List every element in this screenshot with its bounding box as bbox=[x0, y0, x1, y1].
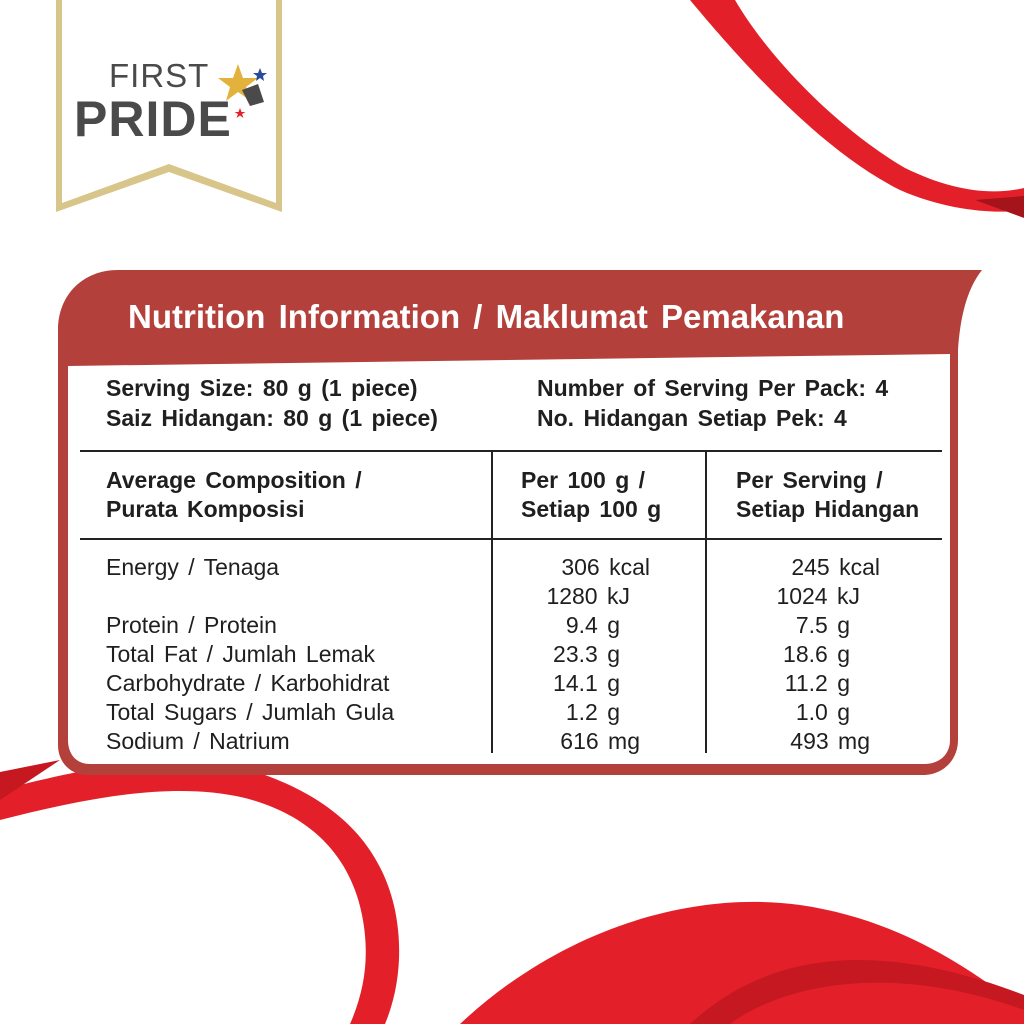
header-per100-line2: Setiap 100 g bbox=[521, 496, 662, 522]
row-label: Total Sugars / Jumlah Gula bbox=[106, 699, 395, 725]
serving-size-my: Saiz Hidangan: 80 g (1 piece) bbox=[106, 405, 438, 431]
row-per100: 616 mg bbox=[560, 728, 640, 754]
row-per100: 1280 kJ bbox=[546, 583, 630, 609]
table-top-rule bbox=[80, 450, 942, 452]
row-perserving: 493 mg bbox=[790, 728, 870, 754]
row-label: Total Fat / Jumlah Lemak bbox=[106, 641, 375, 667]
serving-count-en: Number of Serving Per Pack: 4 bbox=[537, 375, 889, 401]
serving-size-en: Serving Size: 80 g (1 piece) bbox=[106, 375, 418, 401]
serving-count-my: No. Hidangan Setiap Pek: 4 bbox=[537, 405, 847, 431]
header-composition-line2: Purata Komposisi bbox=[106, 496, 305, 522]
row-per100: 9.4 g bbox=[565, 612, 620, 638]
row-label: Sodium / Natrium bbox=[106, 728, 290, 754]
row-per100: 1.2 g bbox=[565, 699, 620, 725]
row-perserving: 18.6 g bbox=[783, 641, 850, 667]
row-perserving: 7.5 g bbox=[795, 612, 850, 638]
row-per100: 23.3 g bbox=[553, 641, 620, 667]
header-perserving-line2: Setiap Hidangan bbox=[736, 496, 920, 522]
row-label: Protein / Protein bbox=[106, 612, 277, 638]
row-perserving: 11.2 g bbox=[784, 670, 850, 696]
column-divider-2 bbox=[705, 451, 707, 753]
page-title: Nutrition Information / Maklumat Pemakanan bbox=[128, 298, 845, 335]
header-composition-line1: Average Composition / bbox=[106, 467, 362, 493]
header-per100-line1: Per 100 g / bbox=[521, 467, 646, 493]
row-perserving: 1.0 g bbox=[795, 699, 850, 725]
brand-line1: FIRST bbox=[109, 57, 210, 94]
brand-line2: PRIDE bbox=[74, 91, 232, 147]
row-perserving: 245 kcal bbox=[791, 554, 880, 580]
row-per100: 14.1 g bbox=[553, 670, 620, 696]
table-header-rule bbox=[80, 538, 942, 540]
row-label: Energy / Tenaga bbox=[106, 554, 280, 580]
row-label: Carbohydrate / Karbohidrat bbox=[106, 670, 390, 696]
row-perserving: 1024 kJ bbox=[776, 583, 860, 609]
header-perserving-line1: Per Serving / bbox=[736, 467, 883, 493]
row-per100: 306 kcal bbox=[561, 554, 650, 580]
